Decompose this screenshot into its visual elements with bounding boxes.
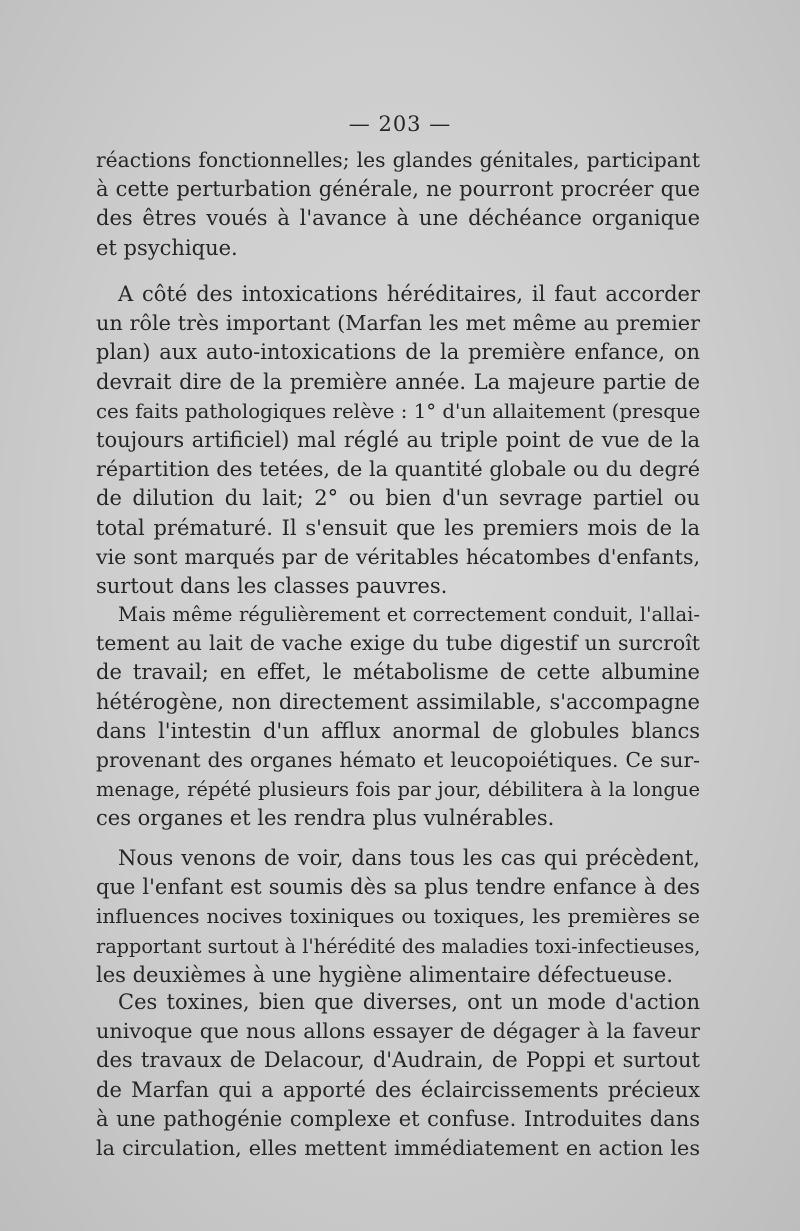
text-line: A côté des intoxications héréditaires, il faut accorder [118, 282, 700, 306]
text-line: ces faits pathologiques relève : 1° d'un allaitement (presque [96, 399, 701, 423]
text-line: devrait dire de la première année. La majeure partie de [96, 369, 700, 394]
text-line: de Marfan qui a apporté des éclaircissements précieux [96, 1077, 700, 1102]
text-line: réactions fonctionnelles; les glandes génitales, participant [96, 148, 700, 172]
text-line: à cette perturbation générale, ne pourront procréer que [96, 177, 700, 202]
text-line: de dilution du lait; 2° ou bien d'un sevrage partiel ou [96, 486, 700, 511]
text-line: influences nocives toxiniques ou toxiques, les premières se [96, 904, 700, 929]
paragraph-3 [96, 600, 700, 834]
text-line: des êtres voués à l'avance à une déchéance organique [96, 206, 700, 231]
page-number: — 203 — [348, 112, 452, 136]
paragraph-5 [96, 988, 700, 1163]
text-line: Mais même régulièrement et correctement conduit, l'allai- [118, 603, 700, 626]
text-line: un rôle très important (Marfan les met même au premier [96, 311, 700, 336]
text-line: menage, répété plusieurs fois par jour, débilitera à la longue [96, 778, 700, 802]
text-line: total prématuré. Il s'ensuit que les premiers mois de la [96, 515, 700, 540]
text-line: la circulation, elles mettent immédiatement en action les [96, 1135, 700, 1160]
text-line: toujours artificiel) mal réglé au triple point de vue de la [96, 427, 700, 452]
text-line: ces organes et les rendra plus vulnérables. [96, 806, 555, 831]
text-line: dans l'intestin d'un afflux anormal de globules blancs [96, 718, 700, 743]
paragraph-1 [96, 146, 700, 263]
text-line: hétérogène, non directement assimilable, s'accompagne [96, 689, 700, 714]
text-line: répartition des tetées, de la quantité globale ou du degré [96, 457, 700, 482]
text-line: Ces toxines, bien que diverses, ont un mode d'action [118, 990, 700, 1014]
text-line: rapportant surtout à l'hérédité des maladies toxi-infectieuses, [96, 934, 701, 958]
text-line: surtout dans les classes pauvres. [96, 573, 448, 598]
paragraph-2 [96, 280, 700, 601]
text-line: de travail; en effet, le métabolisme de cette albumine [96, 660, 700, 685]
text-line: à une pathogénie complexe et confuse. Introduites dans [96, 1106, 700, 1131]
text-line: les deuxièmes à une hygiène alimentaire défectueuse. [96, 962, 673, 987]
text-line: que l'enfant est soumis dès sa plus tendre enfance à des [96, 875, 700, 900]
text-line: des travaux de Delacour, d'Audrain, de Poppi et surtout [96, 1048, 700, 1073]
text-line: tement au lait de vache exige du tube digestif un surcroît [96, 631, 700, 656]
text-line: vie sont marqués par de véritables hécatombes d'enfants, [96, 544, 700, 569]
paragraph-4 [96, 844, 700, 990]
text-line: plan) aux auto-intoxications de la première enfance, on [96, 340, 700, 365]
text-line: provenant des organes hémato et leucopoiétiques. Ce sur- [96, 747, 700, 772]
text-line: Nous venons de voir, dans tous les cas qui précèdent, [118, 846, 700, 870]
text-line: et psychique. [96, 235, 238, 260]
text-line: univoque que nous allons essayer de dégager à la faveur [96, 1019, 700, 1044]
